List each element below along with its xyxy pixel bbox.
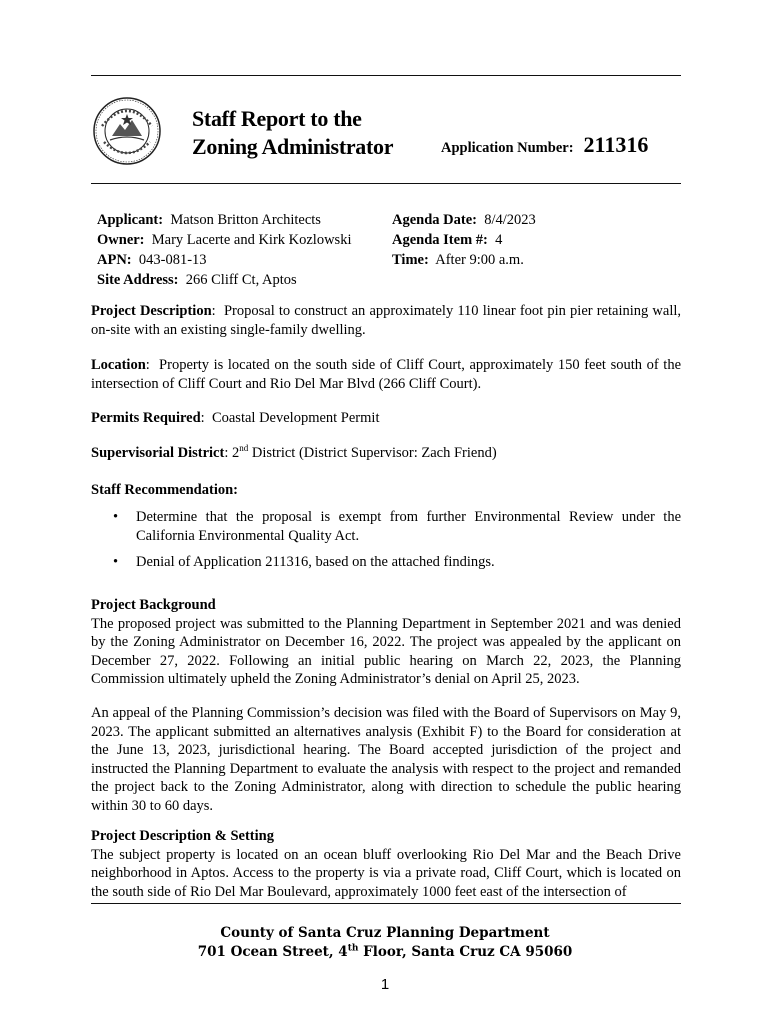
title-line-2: Zoning Administrator xyxy=(192,134,394,159)
owner-value: Mary Lacerte and Kirk Kozlowski xyxy=(151,232,352,248)
agenda-item-value: 4 xyxy=(495,232,503,248)
application-number xyxy=(441,132,648,158)
supervisorial-district: Supervisorial District: 2nd District (District Supervisor: Zach Friend) xyxy=(91,443,497,461)
top-rule xyxy=(91,75,681,76)
report-title xyxy=(192,105,393,161)
footer-rule xyxy=(91,903,681,904)
list-item: • Denial of Application 211316, based on the attached findings. xyxy=(113,554,495,570)
application-number-value: 211316 xyxy=(583,132,649,157)
project-description: Project Description: Proposal to construct an approximately 110 linear foot pin pier retaining wall, on-site with an existing single-family dwelling. xyxy=(91,303,682,338)
application-number-label: Application Number: xyxy=(441,140,574,156)
location: Location: Property is located on the south side of Cliff Court, approximately 150 feet south of the intersection of Cliff Court and Rio Del Mar Blvd (266 Cliff Court). xyxy=(91,357,682,392)
agenda-date-value: 8/4/2023 xyxy=(484,212,536,228)
county-seal-icon xyxy=(92,96,162,166)
apn-value: 043-081-13 xyxy=(138,252,207,268)
page-number: 1 xyxy=(380,976,390,993)
footer-line-2: 701 Ocean Street, 4th Floor, Santa Cruz CA 95060 xyxy=(197,943,573,960)
recommendation-list xyxy=(91,508,681,578)
apn-row: APN: 043-081-13 xyxy=(97,252,207,268)
footer-line-1: County of Santa Cruz Planning Department xyxy=(220,925,550,941)
applicant-value: Matson Britton Architects xyxy=(170,212,321,228)
agenda-item-row: Agenda Item #: 4 xyxy=(392,232,503,248)
time-value: After 9:00 a.m. xyxy=(435,252,524,268)
site-address-row: Site Address: 266 Cliff Ct, Aptos xyxy=(97,272,297,288)
project-background: Project Background The proposed project was submitted to the Planning Department in September 2021 and was denied by the Zoning Administrator on December 16, 2022. The project was appealed by the applicant on December 27, 2022. Following an initial public hearing on March 22, 2023, the Planning Commission ultimately upheld the Zoning Administrator’s denial on April 25, 2023. xyxy=(91,597,681,687)
owner-row: Owner: Mary Lacerte and Kirk Kozlowski xyxy=(97,232,352,248)
staff-recommendation-heading: Staff Recommendation: xyxy=(91,482,238,498)
permits-required: Permits Required: Coastal Development Permit xyxy=(91,410,380,426)
agenda-date-row: Agenda Date: 8/4/2023 xyxy=(392,212,536,228)
list-item: • Determine that the proposal is exempt from further Environmental Review under the California Environmental Quality Act. xyxy=(113,509,681,544)
applicant-row: Applicant: Matson Britton Architects xyxy=(97,212,321,228)
time-row: Time: After 9:00 a.m. xyxy=(392,252,524,268)
title-line-1: Staff Report to the xyxy=(192,106,362,131)
project-setting: Project Description & Setting The subject property is located on an ocean bluff overlooking Rio Del Mar and the Beach Drive neighborhood in Aptos. Access to the property is via a private road, Cliff Court, which is located on the south side of Rio Del Mar Boulevard, approximately 1000 feet east of the intersection of xyxy=(91,828,681,900)
background-paragraph-2: An appeal of the Planning Commission’s decision was filed with the Board of Supervisors on May 9, 2023. The applicant submitted an alternatives analysis (Exhibit F) to the Board for consideration at the June 13, 2023, jurisdictional hearing. The Board accepted jurisdiction of the project and instructed the Planning Department to evaluate the analysis with respect to the project and remanded the project back to the Zoning Administrator, along with direction to schedule the public hearing within 30 to 60 days. xyxy=(91,705,681,814)
meta-right xyxy=(392,210,536,270)
footer xyxy=(0,924,770,962)
meta-left xyxy=(97,210,351,290)
site-address-value: 266 Cliff Ct, Aptos xyxy=(185,272,297,288)
header-rule xyxy=(91,183,681,184)
